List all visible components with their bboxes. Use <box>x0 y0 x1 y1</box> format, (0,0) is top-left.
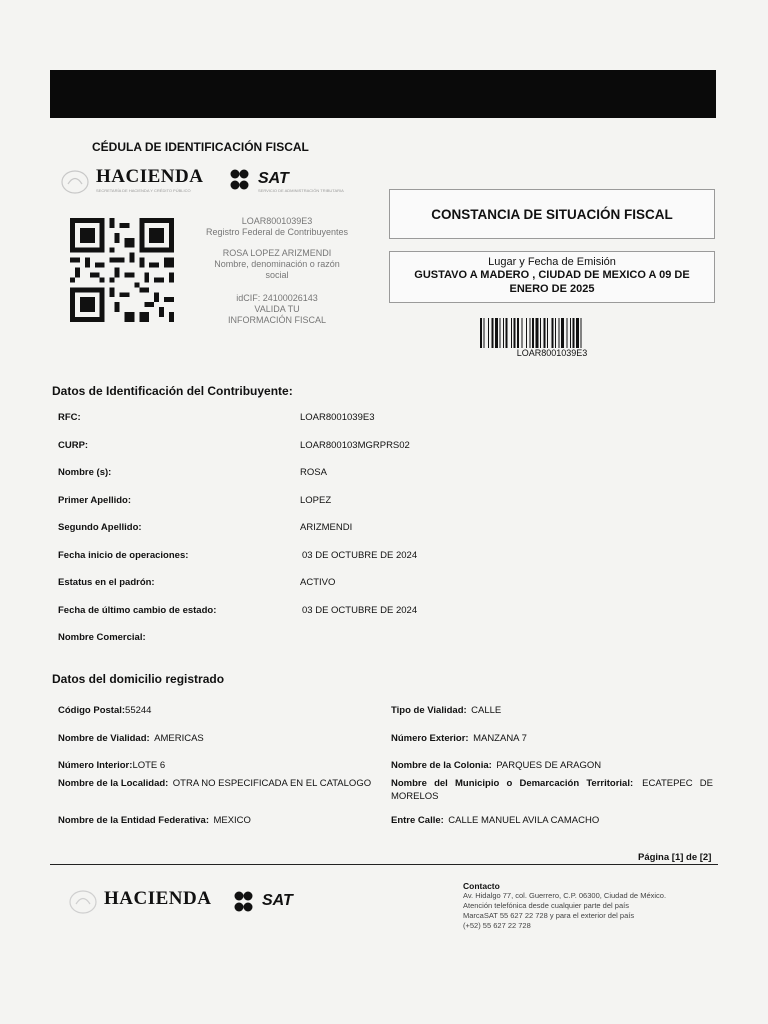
field-localidad: Nombre de la Localidad: OTRA NO ESPECIFICADA EN EL CATALOGO <box>58 778 372 789</box>
footer-divider <box>50 864 718 865</box>
page-indicator: Página [1] de [2] <box>638 852 712 863</box>
contact-title: Contacto <box>463 881 500 891</box>
contact-marcasat: MarcaSAT 55 627 22 728 y para el exterior del país <box>463 911 635 920</box>
eagle-seal-icon <box>60 168 90 194</box>
footer-hacienda-logo: HACIENDA <box>104 888 212 909</box>
hacienda-logo: HACIENDA <box>96 166 204 187</box>
field-municipio: Nombre del Municipio o Demarcación Territorial: ECATEPEC DE MORELOS <box>391 778 714 802</box>
identificacion-section-title: Datos de Identificación del Contribuyente: <box>52 384 293 398</box>
contact-block <box>463 881 713 931</box>
field-numero-exterior: Número Exterior: MANZANA 7 <box>391 733 527 744</box>
field-codigo-postal: Código Postal:55244 <box>58 705 152 716</box>
barcode-icon <box>480 318 624 348</box>
sat-subtitle: SERVICIO DE ADMINISTRACIÓN TRIBUTARIA <box>258 188 344 193</box>
contact-phone-note: Atención telefónica desde cualquier parte del país <box>463 901 629 910</box>
constancia-title-box <box>389 189 715 239</box>
qr-info-block <box>192 216 362 326</box>
footer-sat-dots-icon <box>234 891 260 913</box>
field-entre-calle: Entre Calle: CALLE MANUEL AVILA CAMACHO <box>391 815 600 826</box>
field-entidad: Nombre de la Entidad Federativa: MEXICO <box>58 815 251 826</box>
qr-code-icon <box>70 218 174 322</box>
domicilio-section-title: Datos del domicilio registrado <box>52 672 225 686</box>
lugar-fecha-value: GUSTAVO A MADERO , CIUDAD DE MEXICO A 09 DE ENERO DE 2025 <box>414 269 690 295</box>
name-caption: Nombre, denominación o razón social <box>214 259 340 280</box>
contact-international: (+52) 55 627 22 728 <box>463 921 531 930</box>
field-tipo-vialidad: Tipo de Vialidad: CALLE <box>391 705 502 716</box>
sat-logo: SAT <box>258 170 289 187</box>
idcif-text: idCIF: 24100026143 <box>236 293 318 303</box>
field-nombre-vialidad: Nombre de Vialidad: AMERICAS <box>58 733 204 744</box>
field-numero-interior: Número Interior:LOTE 6 <box>58 760 166 771</box>
contact-address: Av. Hidalgo 77, col. Guerrero, C.P. 06300, Ciudad de México. <box>463 891 667 900</box>
header-logos <box>58 166 358 196</box>
document-title: CÉDULA DE IDENTIFICACIÓN FISCAL <box>92 140 309 154</box>
barcode-text: LOAR8001039E3 <box>516 348 588 358</box>
constancia-title: CONSTANCIA DE SITUACIÓN FISCAL <box>431 206 673 222</box>
field-colonia: Nombre de la Colonia: PARQUES DE ARAGON <box>391 760 602 771</box>
lugar-fecha-label: Lugar y Fecha de Emisión <box>488 256 616 268</box>
sat-dots-icon <box>230 169 256 191</box>
footer-sat-logo: SAT <box>262 892 293 909</box>
validate-link[interactable]: VALIDA TU INFORMACIÓN FISCAL <box>227 304 326 325</box>
lugar-fecha-box <box>389 251 715 303</box>
rfc-caption: Registro Federal de Contribuyentes <box>205 227 349 237</box>
hacienda-subtitle: SECRETARÍA DE HACIENDA Y CRÉDITO PÚBLICO <box>96 188 191 193</box>
taxpayer-name: ROSA LOPEZ ARIZMENDI <box>222 248 332 258</box>
redaction-bar <box>50 70 716 118</box>
footer-eagle-seal-icon <box>68 888 98 914</box>
rfc-text: LOAR8001039E3 <box>241 216 313 226</box>
